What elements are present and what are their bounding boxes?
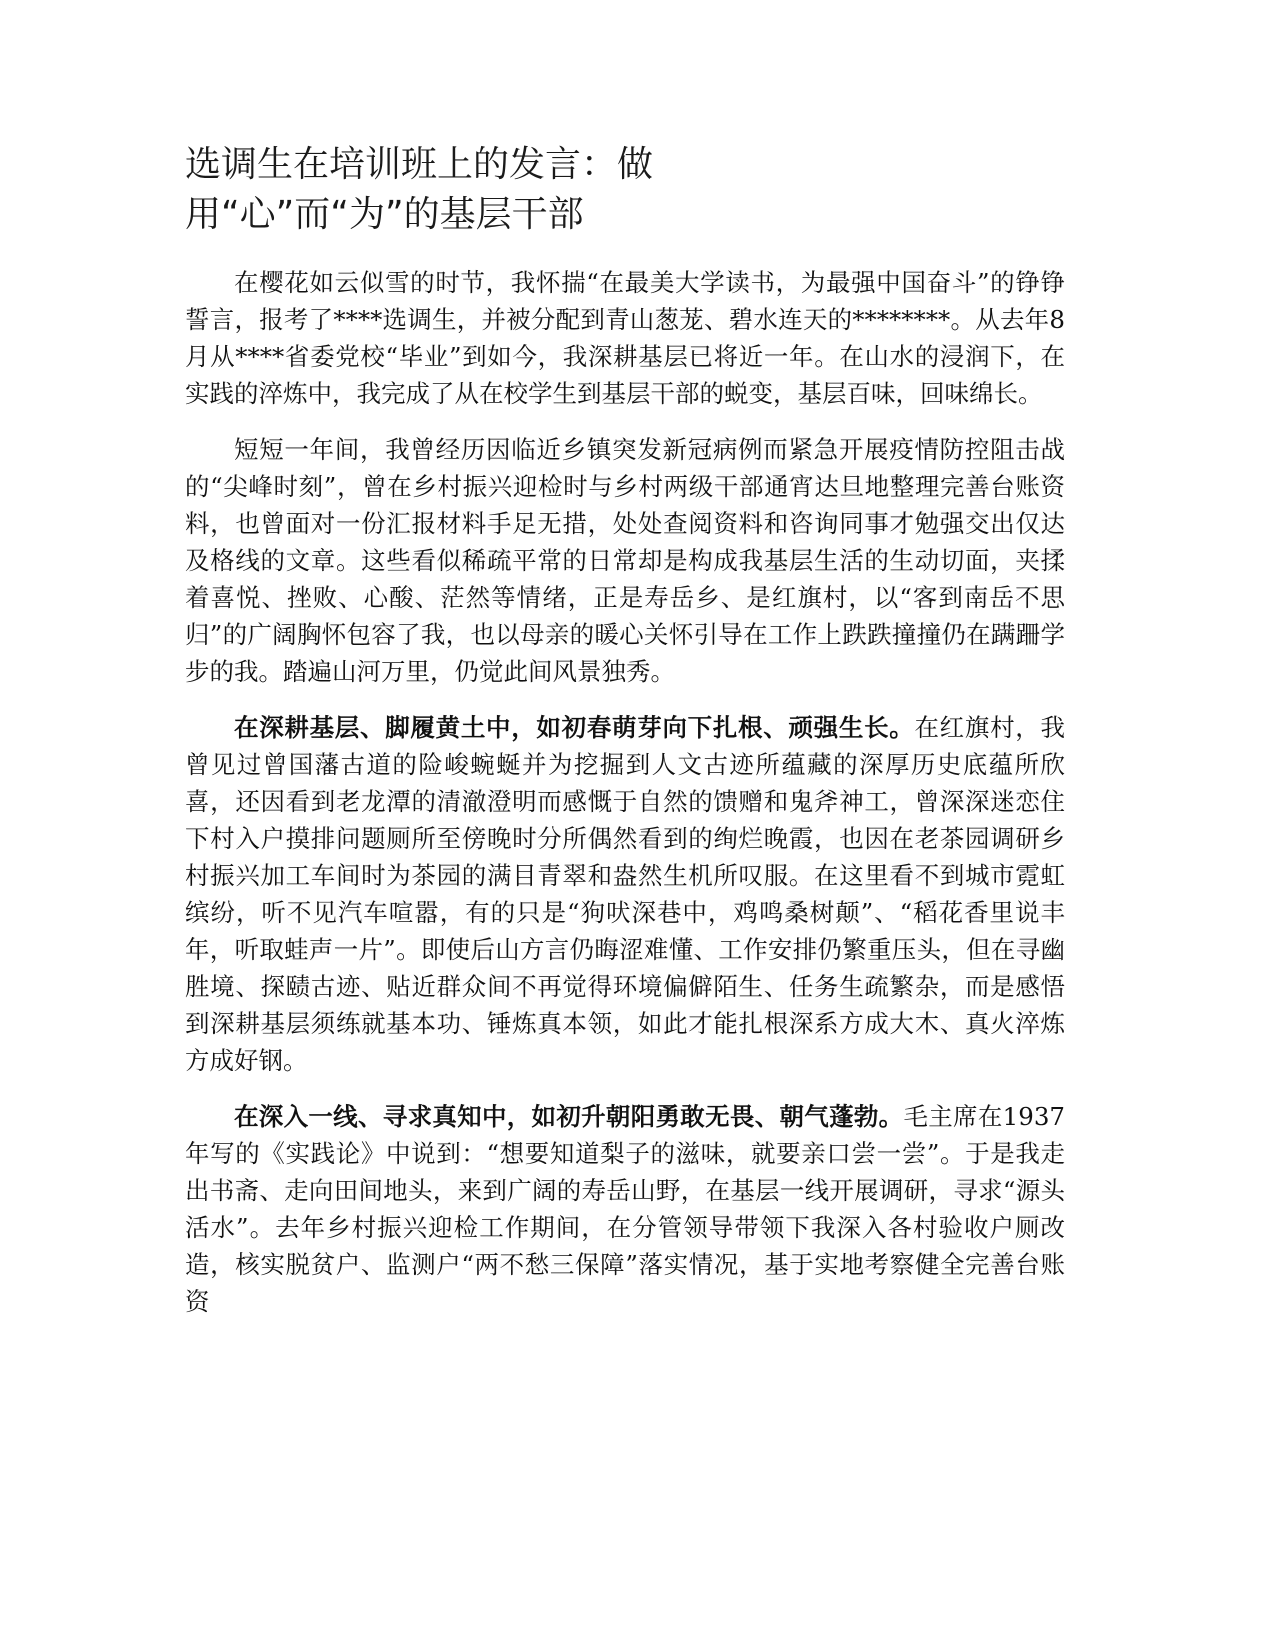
paragraph-lead: 在深耕基层、脚履黄土中，如初春萌芽向下扎根、顽强生长。	[234, 713, 915, 742]
paragraph-text: 毛主席在1937年写的《实践论》中说到：“想要知道梨子的滋味，就要亲口尝一尝”。于是我走出书斋、走向田间地头，来到广阔的寿岳山野，在基层一线开展调研，寻求“源头活水”。去年乡村振兴迎检工作期间，在分管领导带领下我深入各村验收户厕改造，核实脱贫户、监测户“两不愁三保障”落实情况，基于实地考察健全完善台账资	[185, 1102, 1065, 1316]
paragraph-2	[185, 431, 1065, 690]
page-title	[185, 140, 1065, 240]
paragraph-4	[185, 1098, 1065, 1320]
title-line-2: 用“心”而“为”的基层干部	[185, 194, 584, 235]
paragraph-text: 短短一年间，我曾经历因临近乡镇突发新冠病例而紧急开展疫情防控阻击战的“尖峰时刻”，曾在乡村振兴迎检时与乡村两级干部通宵达旦地整理完善台账资料，也曾面对一份汇报材料手足无措，处处查阅资料和咨询同事才勉强交出仅达及格线的文章。这些看似稀疏平常的日常却是构成我基层生活的生动切面，夹揉着喜悦、挫败、心酸、茫然等情绪，正是寿岳乡、是红旗村，以“客到南岳不思归”的广阔胸怀包容了我，也以母亲的暖心关怀引导在工作上跌跌撞撞仍在蹒跚学步的我。踏遍山河万里，仍觉此间风景独秀。	[185, 435, 1065, 686]
paragraph-text: 在红旗村，我曾见过曾国藩古道的险峻蜿蜒并为挖掘到人文古迹所蕴藏的深厚历史底蕴所欣喜，还因看到老龙潭的清澈澄明而感慨于自然的馈赠和鬼斧神工，曾深深迷恋住下村入户摸排问题厕所至傍晚时分所偶然看到的绚烂晚霞，也因在老茶园调研乡村振兴加工车间时为茶园的满目青翠和盎然生机所叹服。在这里看不到城市霓虹缤纷，听不见汽车喧嚣，有的只是“狗吠深巷中，鸡鸣桑树颠”、“稻花香里说丰年，听取蛙声一片”。即使后山方言仍晦涩难懂、工作安排仍繁重压头，但在寻幽胜境、探赜古迹、贴近群众间不再觉得环境偏僻陌生、任务生疏繁杂，而是感悟到深耕基层须练就基本功、锤炼真本领，如此才能扎根深系方成大木、真火淬炼方成好钢。	[185, 713, 1065, 1075]
paragraph-text: 在樱花如云似雪的时节，我怀揣“在最美大学读书，为最强中国奋斗”的铮铮誓言，报考了****选调生，并被分配到青山葱茏、碧水连天的********。从去年8月从****省委党校“毕业”到如今，我深耕基层已将近一年。在山水的浸润下，在实践的淬炼中，我完成了从在校学生到基层干部的蜕变，基层百味，回味绵长。	[185, 268, 1065, 408]
document-page	[185, 140, 1065, 1339]
paragraph-lead: 在深入一线、寻求真知中，如初升朝阳勇敢无畏、朝气蓬勃。	[234, 1102, 904, 1131]
paragraph-3	[185, 709, 1065, 1079]
paragraph-1	[185, 264, 1065, 412]
title-line-1: 选调生在培训班上的发言：做	[185, 144, 654, 185]
